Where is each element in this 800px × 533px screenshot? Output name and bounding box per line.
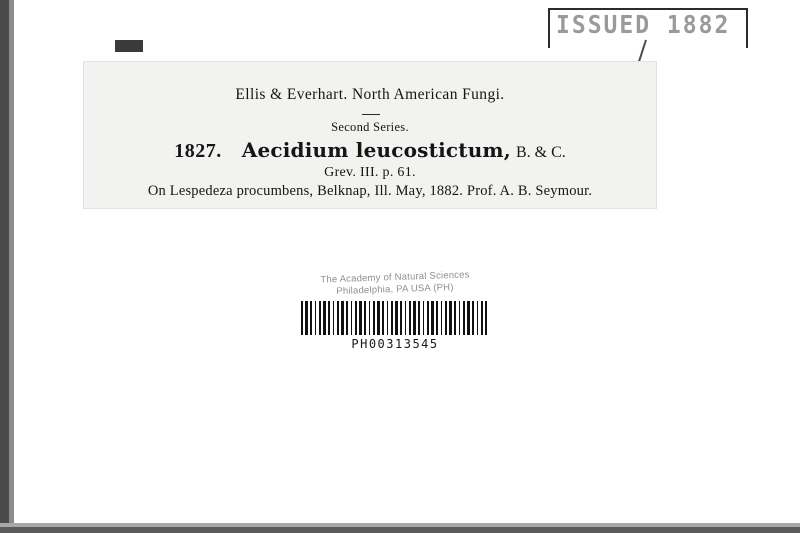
- institution-location: Philadelphia, PA USA (PH): [336, 281, 454, 298]
- herbarium-label: [84, 62, 656, 208]
- scan-edge-left: [0, 0, 9, 533]
- barcode-bars: [301, 301, 487, 335]
- label-taxon-name: Aecidium leucostictum,: [241, 138, 511, 162]
- barcode-block: [295, 269, 495, 360]
- label-taxon-row: [84, 138, 656, 163]
- label-series-heading: Ellis & Everhart. North American Fungi.: [235, 86, 505, 103]
- label-subseries: Second Series.: [331, 120, 409, 134]
- label-citation: Grev. III. p. 61.: [324, 165, 416, 180]
- institution-name: The Academy of Natural Sciences: [320, 269, 470, 286]
- barcode-catalog-number: PH00313545: [351, 337, 439, 351]
- stamp-ink-fragment: [115, 40, 143, 52]
- issued-date-stamp: [548, 8, 748, 48]
- label-divider-rule: [362, 114, 380, 115]
- scan-edge-bottom: [0, 527, 800, 533]
- issued-date-stamp-text: ISSUED 1882: [556, 11, 731, 40]
- label-collection-data: On Lespedeza procumbens, Belknap, Ill. May, 1882. Prof. A. B. Seymour.: [147, 183, 593, 199]
- scan-edge-bottom-inner: [0, 523, 800, 527]
- label-specimen-number: 1827.: [174, 140, 222, 162]
- scan-edge-left-inner: [9, 0, 14, 533]
- label-taxon-authority: B. & C.: [515, 144, 566, 161]
